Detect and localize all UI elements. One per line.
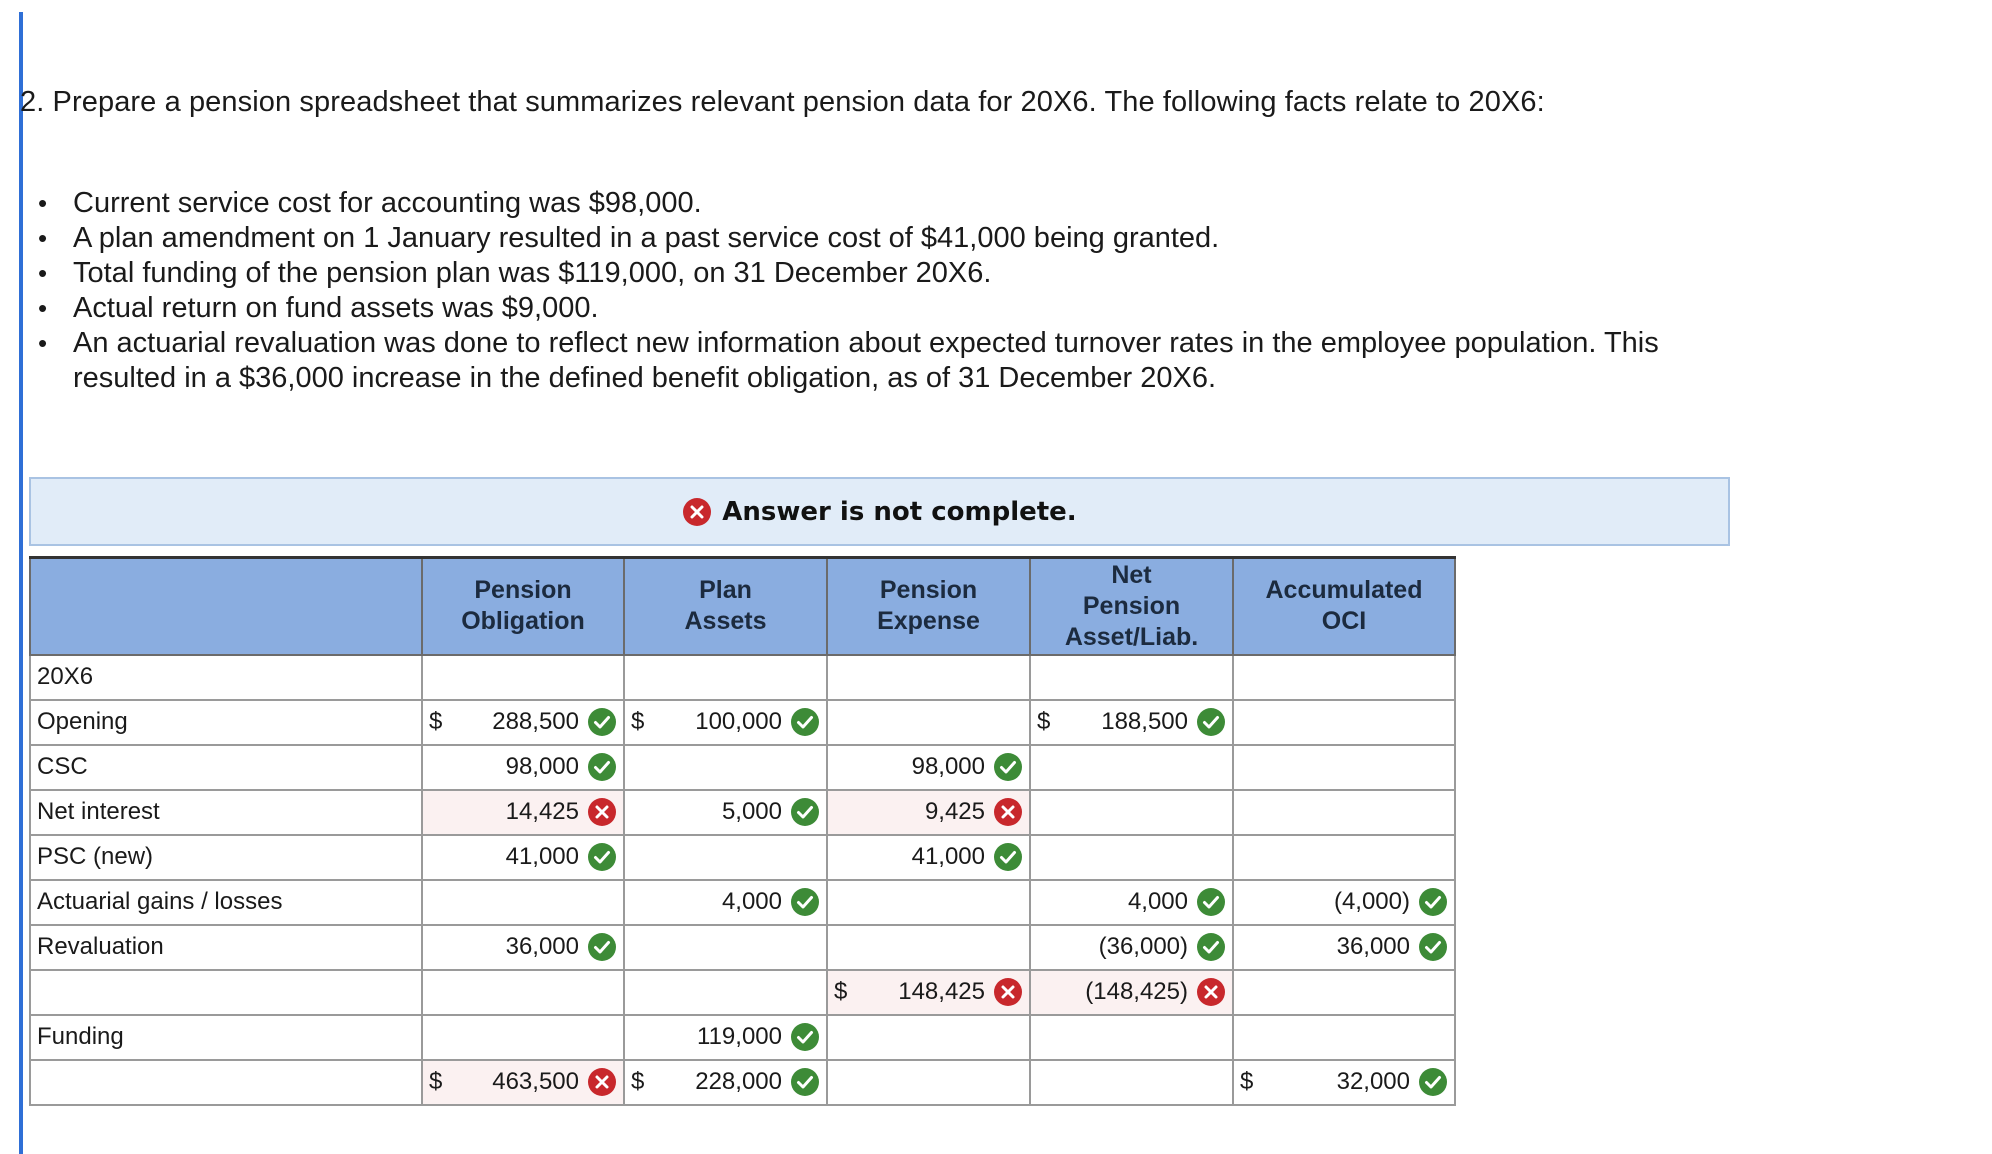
table-row bbox=[30, 970, 1455, 1015]
assets-cell[interactable]: 4,000 bbox=[624, 880, 827, 925]
x-circle-icon bbox=[1196, 977, 1226, 1007]
row-label: 20X6 bbox=[30, 655, 422, 700]
table-row-closing bbox=[30, 1060, 1455, 1105]
question-text: 2. Prepare a pension spreadsheet that summarizes relevant pension data for 20X6. The following facts relate to 20X6: bbox=[20, 86, 1545, 118]
assets-cell[interactable] bbox=[624, 925, 827, 970]
obligation-cell[interactable] bbox=[422, 970, 624, 1015]
net-cell[interactable] bbox=[1030, 1060, 1233, 1105]
x-circle-icon bbox=[993, 977, 1023, 1007]
net-cell[interactable]: (148,425) bbox=[1030, 970, 1233, 1015]
check-circle-icon bbox=[993, 752, 1023, 782]
currency-symbol: $ bbox=[429, 1068, 443, 1095]
check-circle-icon bbox=[790, 797, 820, 827]
table-row bbox=[30, 655, 1455, 700]
check-circle-icon bbox=[1418, 887, 1448, 917]
fact-item: • Current service cost for accounting was $98,000. bbox=[30, 186, 1873, 221]
check-circle-icon bbox=[587, 707, 617, 737]
table-row bbox=[30, 700, 1455, 745]
currency-symbol: $ bbox=[631, 1068, 645, 1095]
expense-cell[interactable] bbox=[827, 1060, 1030, 1105]
check-circle-icon bbox=[1418, 1067, 1448, 1097]
row-label: Opening bbox=[30, 700, 422, 745]
obligation-cell[interactable]: 98,000 bbox=[422, 745, 624, 790]
currency-symbol: $ bbox=[631, 708, 645, 735]
oci-cell[interactable] bbox=[1233, 790, 1455, 835]
header-pension-obligation: Pension Obligation bbox=[422, 558, 624, 655]
fact-item: • Total funding of the pension plan was $119,000, on 31 December 20X6. bbox=[30, 256, 1873, 291]
obligation-cell[interactable]: 36,000 bbox=[422, 925, 624, 970]
assets-cell[interactable]: $ 228,000 bbox=[624, 1060, 827, 1105]
oci-cell[interactable] bbox=[1233, 745, 1455, 790]
net-cell[interactable] bbox=[1030, 1015, 1233, 1060]
expense-cell[interactable] bbox=[827, 700, 1030, 745]
x-circle-icon bbox=[993, 797, 1023, 827]
obligation-cell[interactable] bbox=[422, 1015, 624, 1060]
oci-cell[interactable]: (4,000) bbox=[1233, 880, 1455, 925]
expense-cell[interactable] bbox=[827, 925, 1030, 970]
header-net-pension-asset-liab: Net Pension Asset/Liab. bbox=[1030, 558, 1233, 655]
check-circle-icon bbox=[1196, 887, 1226, 917]
header-blank bbox=[30, 558, 422, 655]
expense-cell[interactable]: 98,000 bbox=[827, 745, 1030, 790]
assets-cell[interactable] bbox=[624, 835, 827, 880]
fact-item: • Actual return on fund assets was $9,000. bbox=[30, 291, 1873, 326]
assets-cell[interactable]: 5,000 bbox=[624, 790, 827, 835]
assets-cell[interactable]: 119,000 bbox=[624, 1015, 827, 1060]
oci-cell[interactable] bbox=[1233, 835, 1455, 880]
oci-cell[interactable]: 36,000 bbox=[1233, 925, 1455, 970]
check-circle-icon bbox=[1418, 932, 1448, 962]
expense-cell[interactable]: $ 148,425 bbox=[827, 970, 1030, 1015]
banner-title: Answer is not complete. bbox=[722, 496, 1077, 527]
row-label: Funding bbox=[30, 1015, 422, 1060]
net-cell[interactable]: 4,000 bbox=[1030, 880, 1233, 925]
table-row bbox=[30, 745, 1455, 790]
check-circle-icon bbox=[790, 1067, 820, 1097]
row-label: PSC (new) bbox=[30, 835, 422, 880]
assets-cell[interactable] bbox=[624, 970, 827, 1015]
net-cell[interactable]: $ 188,500 bbox=[1030, 700, 1233, 745]
oci-cell[interactable]: $ 32,000 bbox=[1233, 1060, 1455, 1105]
table-row bbox=[30, 790, 1455, 835]
obligation-cell[interactable] bbox=[422, 880, 624, 925]
obligation-cell[interactable]: $ 288,500 bbox=[422, 700, 624, 745]
oci-cell[interactable] bbox=[1233, 1015, 1455, 1060]
fact-item: • A plan amendment on 1 January resulted in a past service cost of $41,000 being granted. bbox=[30, 221, 1873, 256]
row-label: Actuarial gains / losses bbox=[30, 880, 422, 925]
header-pension-expense: Pension Expense bbox=[827, 558, 1030, 655]
x-circle-icon bbox=[587, 797, 617, 827]
fact-item-continuation: resulted in a $36,000 increase in the defined benefit obligation, as of 31 December 20X6. bbox=[73, 362, 1217, 394]
answer-status-banner bbox=[29, 477, 1730, 546]
net-cell[interactable] bbox=[1030, 745, 1233, 790]
currency-symbol: $ bbox=[1037, 708, 1051, 735]
check-circle-icon bbox=[790, 707, 820, 737]
obligation-cell[interactable]: 14,425 bbox=[422, 790, 624, 835]
check-circle-icon bbox=[790, 887, 820, 917]
oci-cell[interactable] bbox=[1233, 700, 1455, 745]
header-row bbox=[30, 558, 1455, 655]
currency-symbol: $ bbox=[834, 978, 848, 1005]
currency-symbol: $ bbox=[429, 708, 443, 735]
header-accumulated-oci: Accumulated OCI bbox=[1233, 558, 1455, 655]
expense-cell[interactable]: 9,425 bbox=[827, 790, 1030, 835]
net-cell[interactable] bbox=[1030, 790, 1233, 835]
left-accent-bar bbox=[19, 12, 23, 1154]
row-label: Net interest bbox=[30, 790, 422, 835]
header-plan-assets: Plan Assets bbox=[624, 558, 827, 655]
assets-cell[interactable]: $ 100,000 bbox=[624, 700, 827, 745]
assets-cell[interactable] bbox=[624, 745, 827, 790]
net-cell[interactable] bbox=[1030, 835, 1233, 880]
oci-cell[interactable] bbox=[1233, 970, 1455, 1015]
pension-spreadsheet bbox=[29, 556, 1456, 1106]
expense-cell[interactable] bbox=[827, 880, 1030, 925]
currency-symbol: $ bbox=[1240, 1068, 1254, 1095]
check-circle-icon bbox=[790, 1022, 820, 1052]
net-cell[interactable]: (36,000) bbox=[1030, 925, 1233, 970]
row-label: CSC bbox=[30, 745, 422, 790]
row-label: Revaluation bbox=[30, 925, 422, 970]
check-circle-icon bbox=[587, 932, 617, 962]
check-circle-icon bbox=[587, 842, 617, 872]
check-circle-icon bbox=[1196, 932, 1226, 962]
expense-cell[interactable]: 41,000 bbox=[827, 835, 1030, 880]
facts-list bbox=[30, 186, 1873, 396]
table-row bbox=[30, 835, 1455, 880]
x-circle-icon bbox=[682, 497, 712, 527]
check-circle-icon bbox=[993, 842, 1023, 872]
fact-item: • An actuarial revaluation was done to reflect new information about expected turnover rates in the employee population. This bbox=[30, 326, 1873, 361]
row-label bbox=[30, 1060, 422, 1105]
row-label bbox=[30, 970, 422, 1015]
table-row bbox=[30, 1015, 1455, 1060]
obligation-cell[interactable]: 41,000 bbox=[422, 835, 624, 880]
x-circle-icon bbox=[587, 1067, 617, 1097]
expense-cell[interactable] bbox=[827, 1015, 1030, 1060]
obligation-cell[interactable]: $ 463,500 bbox=[422, 1060, 624, 1105]
table-row bbox=[30, 880, 1455, 925]
check-circle-icon bbox=[587, 752, 617, 782]
table-row bbox=[30, 925, 1455, 970]
check-circle-icon bbox=[1196, 707, 1226, 737]
